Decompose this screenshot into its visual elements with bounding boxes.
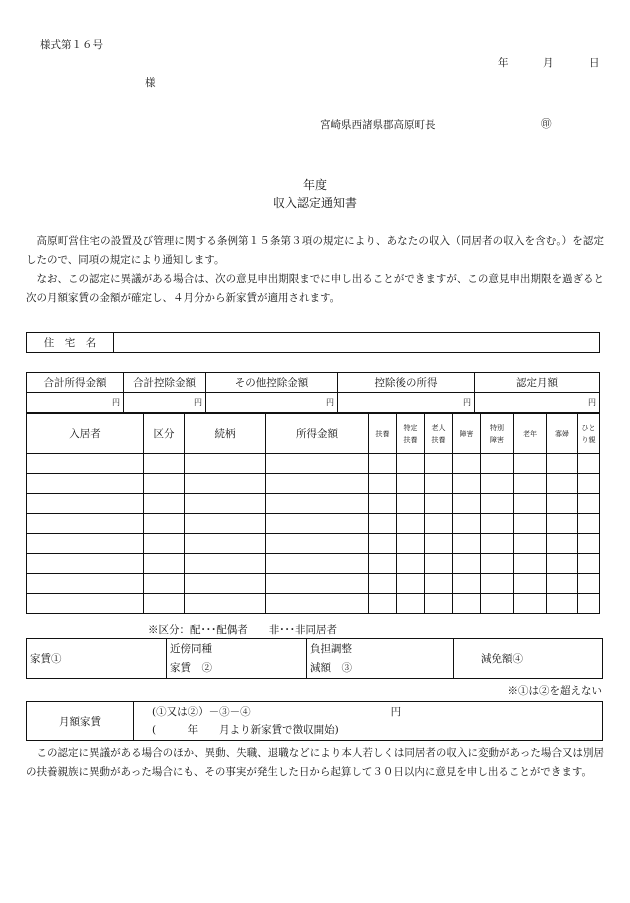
resident-cell[interactable] bbox=[453, 534, 481, 554]
resident-cell[interactable] bbox=[369, 574, 397, 594]
neighbor-rent-label: 近傍同種 bbox=[170, 642, 212, 655]
resident-cell[interactable] bbox=[578, 554, 600, 574]
resident-row bbox=[27, 594, 600, 614]
resident-cell[interactable] bbox=[144, 474, 185, 494]
resident-row bbox=[27, 474, 600, 494]
burden-adjust-cell[interactable] bbox=[307, 639, 454, 679]
resident-cell[interactable] bbox=[425, 594, 453, 614]
residents-table bbox=[26, 413, 600, 614]
burden-adjust-label: 負担調整 bbox=[310, 642, 352, 655]
resident-cell[interactable] bbox=[481, 554, 514, 574]
resident-cell[interactable] bbox=[266, 494, 369, 514]
resident-cell[interactable] bbox=[369, 534, 397, 554]
header-other-deduction: その他控除金額 bbox=[206, 373, 338, 393]
housing-name-table bbox=[26, 332, 600, 353]
certified-monthly-field[interactable]: 円 bbox=[475, 393, 600, 413]
resident-cell[interactable] bbox=[185, 554, 266, 574]
resident-cell[interactable] bbox=[453, 554, 481, 574]
income-summary-table bbox=[26, 372, 600, 413]
resident-cell[interactable] bbox=[397, 454, 425, 474]
other-deduction-field[interactable]: 円 bbox=[206, 393, 338, 413]
resident-cell[interactable] bbox=[453, 514, 481, 534]
resident-cell[interactable] bbox=[27, 514, 144, 534]
resident-cell[interactable] bbox=[397, 534, 425, 554]
form-number: 様式第１６号 bbox=[40, 39, 103, 51]
fiscal-year-label: 年度 bbox=[302, 178, 327, 192]
resident-cell[interactable] bbox=[144, 494, 185, 514]
resident-cell[interactable] bbox=[369, 494, 397, 514]
resident-row bbox=[27, 534, 600, 554]
resident-cell[interactable] bbox=[27, 594, 144, 614]
resident-cell[interactable] bbox=[369, 454, 397, 474]
date-year: 年 bbox=[498, 57, 509, 69]
monthly-rent-formula: (①又は②）－③－④ bbox=[152, 706, 251, 718]
resident-cell[interactable] bbox=[514, 514, 547, 534]
resident-cell[interactable] bbox=[27, 554, 144, 574]
total-income-field[interactable]: 円 bbox=[27, 393, 124, 413]
monthly-rent-field[interactable] bbox=[134, 702, 603, 741]
header-relation: 続柄 bbox=[185, 414, 266, 454]
resident-cell[interactable] bbox=[578, 474, 600, 494]
resident-cell[interactable] bbox=[397, 474, 425, 494]
header-certified-monthly: 認定月額 bbox=[475, 373, 600, 393]
resident-cell[interactable] bbox=[185, 514, 266, 534]
header-widow: 寡婦 bbox=[547, 414, 578, 454]
resident-cell[interactable] bbox=[185, 534, 266, 554]
resident-cell[interactable] bbox=[481, 474, 514, 494]
header-income: 所得金額 bbox=[266, 414, 369, 454]
header-special-dependent: 特定 扶養 bbox=[397, 414, 425, 454]
resident-cell[interactable] bbox=[266, 594, 369, 614]
resident-cell[interactable] bbox=[266, 534, 369, 554]
resident-cell[interactable] bbox=[481, 514, 514, 534]
resident-cell[interactable] bbox=[514, 454, 547, 474]
resident-cell[interactable] bbox=[369, 594, 397, 614]
resident-cell[interactable] bbox=[425, 474, 453, 494]
resident-rows bbox=[27, 454, 600, 614]
notice-paragraph-2: なお、この認定に異議がある場合は、次の意見申出期限までに申し出ることができますが、この意見申出期限を過ぎると次の月額家賃の金額が確定し、４月分から新家賃が適用されます。 bbox=[26, 273, 604, 304]
burden-reduction-label: 減額 ③ bbox=[310, 661, 352, 674]
resident-cell[interactable] bbox=[27, 494, 144, 514]
resident-cell[interactable] bbox=[27, 474, 144, 494]
resident-cell[interactable] bbox=[144, 534, 185, 554]
resident-cell[interactable] bbox=[397, 574, 425, 594]
resident-cell[interactable] bbox=[547, 474, 578, 494]
rent-note: ※①は②を超えない bbox=[507, 685, 602, 697]
monthly-rent-start: ( 年 月より新家賃で徴収開始) bbox=[152, 724, 339, 736]
resident-row bbox=[27, 554, 600, 574]
resident-row bbox=[27, 494, 600, 514]
header-disability: 障害 bbox=[453, 414, 481, 454]
resident-cell[interactable] bbox=[481, 494, 514, 514]
resident-cell[interactable] bbox=[144, 594, 185, 614]
resident-cell[interactable] bbox=[578, 574, 600, 594]
resident-cell[interactable] bbox=[425, 534, 453, 554]
resident-cell[interactable] bbox=[397, 554, 425, 574]
rent1-label: 家賃① bbox=[27, 639, 167, 679]
resident-cell[interactable] bbox=[453, 454, 481, 474]
resident-cell[interactable] bbox=[397, 494, 425, 514]
resident-cell[interactable] bbox=[481, 454, 514, 474]
issuer-name: 宮崎県西諸県郡高原町長 bbox=[320, 119, 436, 131]
resident-cell[interactable] bbox=[369, 474, 397, 494]
resident-cell[interactable] bbox=[514, 594, 547, 614]
resident-cell[interactable] bbox=[144, 454, 185, 474]
resident-cell[interactable] bbox=[547, 514, 578, 534]
date-day: 日 bbox=[589, 57, 600, 69]
housing-name-field[interactable] bbox=[114, 333, 600, 353]
resident-cell[interactable] bbox=[514, 474, 547, 494]
resident-cell[interactable] bbox=[185, 574, 266, 594]
monthly-rent-label: 月額家賃 bbox=[27, 702, 134, 741]
recipient-suffix: 様 bbox=[145, 77, 156, 89]
resident-cell[interactable] bbox=[369, 554, 397, 574]
header-dependent: 扶養 bbox=[369, 414, 397, 454]
exemption-cell[interactable] bbox=[454, 639, 603, 679]
resident-cell[interactable] bbox=[425, 454, 453, 474]
resident-cell[interactable] bbox=[27, 454, 144, 474]
header-total-income: 合計所得金額 bbox=[27, 373, 124, 393]
resident-row bbox=[27, 514, 600, 534]
resident-cell[interactable] bbox=[481, 534, 514, 554]
header-resident: 入居者 bbox=[27, 414, 144, 454]
resident-cell[interactable] bbox=[144, 514, 185, 534]
resident-cell[interactable] bbox=[27, 534, 144, 554]
resident-cell[interactable] bbox=[425, 514, 453, 534]
resident-cell[interactable] bbox=[481, 594, 514, 614]
resident-cell[interactable] bbox=[453, 474, 481, 494]
notice-paragraph-1: 高原町営住宅の設置及び管理に関する条例第１５条第３項の規定により、あなたの収入（同居者の収入を含む。）を認定したので、同項の規定により通知します。 bbox=[26, 235, 604, 266]
header-single-parent: ひと り親 bbox=[578, 414, 600, 454]
rent-breakdown-table bbox=[26, 638, 603, 679]
resident-cell[interactable] bbox=[185, 454, 266, 474]
resident-cell[interactable] bbox=[514, 574, 547, 594]
header-income-after-deduction: 控除後の所得 bbox=[338, 373, 475, 393]
resident-cell[interactable] bbox=[547, 534, 578, 554]
resident-cell[interactable] bbox=[185, 594, 266, 614]
resident-cell[interactable] bbox=[397, 514, 425, 534]
resident-cell[interactable] bbox=[578, 494, 600, 514]
date-month: 月 bbox=[543, 57, 554, 69]
resident-cell[interactable] bbox=[514, 494, 547, 514]
resident-cell[interactable] bbox=[578, 594, 600, 614]
resident-cell[interactable] bbox=[369, 514, 397, 534]
resident-cell[interactable] bbox=[547, 574, 578, 594]
resident-cell[interactable] bbox=[266, 474, 369, 494]
header-elderly: 老年 bbox=[514, 414, 547, 454]
total-deduction-field[interactable]: 円 bbox=[124, 393, 206, 413]
monthly-rent-table bbox=[26, 701, 603, 741]
resident-cell[interactable] bbox=[578, 514, 600, 534]
resident-cell[interactable] bbox=[453, 574, 481, 594]
resident-cell[interactable] bbox=[144, 574, 185, 594]
seal-mark: ㊞ bbox=[541, 118, 552, 130]
resident-cell[interactable] bbox=[547, 454, 578, 474]
resident-cell[interactable] bbox=[185, 494, 266, 514]
resident-cell[interactable] bbox=[266, 514, 369, 534]
resident-cell[interactable] bbox=[266, 454, 369, 474]
resident-cell[interactable] bbox=[514, 554, 547, 574]
resident-cell[interactable] bbox=[547, 554, 578, 574]
resident-cell[interactable] bbox=[578, 534, 600, 554]
footer-notice: この認定に異議がある場合のほか、異動、失職、退職などにより本人若しくは同居者の収入に変動があった場合又は別居の扶養親族に異動があった場合にも、その事実が発生した日から起算して３０日以内に意見を申し出ることができます。 bbox=[26, 747, 604, 778]
resident-cell[interactable] bbox=[453, 594, 481, 614]
resident-cell[interactable] bbox=[481, 574, 514, 594]
resident-cell[interactable] bbox=[425, 494, 453, 514]
exemption-label: 減免額④ bbox=[481, 653, 523, 665]
resident-cell[interactable] bbox=[144, 554, 185, 574]
resident-cell[interactable] bbox=[397, 594, 425, 614]
header-total-deduction: 合計控除金額 bbox=[124, 373, 206, 393]
header-special-disability: 特別 障害 bbox=[481, 414, 514, 454]
resident-cell[interactable] bbox=[266, 554, 369, 574]
resident-row bbox=[27, 574, 600, 594]
resident-cell[interactable] bbox=[547, 494, 578, 514]
income-after-deduction-field[interactable]: 円 bbox=[338, 393, 475, 413]
resident-cell[interactable] bbox=[266, 574, 369, 594]
header-elderly-dependent: 老人 扶養 bbox=[425, 414, 453, 454]
header-category: 区分 bbox=[144, 414, 185, 454]
resident-cell[interactable] bbox=[27, 574, 144, 594]
resident-cell[interactable] bbox=[453, 494, 481, 514]
resident-cell[interactable] bbox=[578, 454, 600, 474]
resident-cell[interactable] bbox=[185, 474, 266, 494]
resident-row bbox=[27, 454, 600, 474]
resident-cell[interactable] bbox=[514, 534, 547, 554]
neighbor-rent-value-label: 家賃 ② bbox=[170, 661, 212, 674]
resident-cell[interactable] bbox=[547, 594, 578, 614]
housing-name-label: 住 宅 名 bbox=[27, 333, 114, 353]
category-note: ※区分：配･･･配偶者 非･･･非同居者 bbox=[148, 624, 337, 636]
monthly-rent-unit: 円 bbox=[390, 706, 402, 718]
document-title: 収入認定通知書 bbox=[272, 196, 357, 210]
resident-cell[interactable] bbox=[425, 554, 453, 574]
neighbor-rent-cell[interactable] bbox=[167, 639, 307, 679]
resident-cell[interactable] bbox=[425, 574, 453, 594]
